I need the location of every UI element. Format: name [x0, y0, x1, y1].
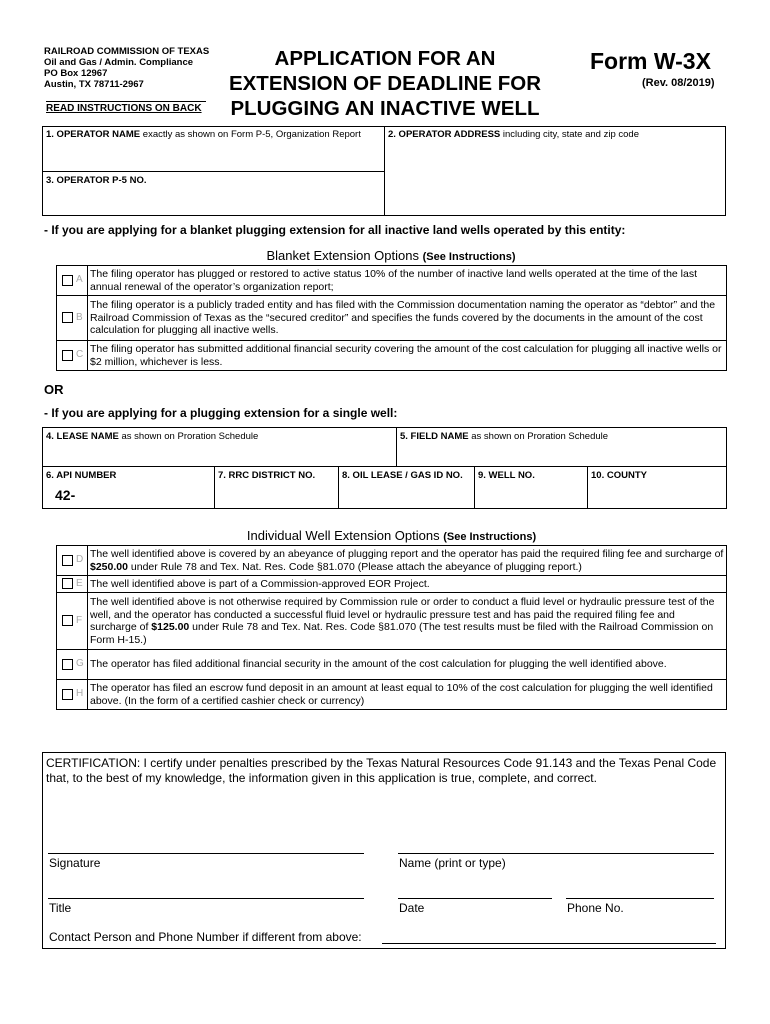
field-name-field[interactable]	[396, 427, 727, 467]
option-letter-f: F	[76, 614, 83, 626]
checkbox-g[interactable]	[62, 659, 73, 670]
blanket-options-title: Blanket Extension Options (See Instructions)	[266, 248, 516, 263]
agency-po-box: PO Box 12967	[44, 68, 108, 79]
operator-p5-label: 3. OPERATOR P-5 NO.	[46, 175, 147, 186]
api-number-prefix: 42-	[55, 487, 76, 503]
name-line[interactable]	[398, 853, 714, 854]
lease-name-note: as shown on Proration Schedule	[118, 431, 259, 442]
blanket-intro: - If you are applying for a blanket plugging extension for all inactive land wells operated by this entity:	[44, 223, 626, 237]
blanket-option-a	[57, 266, 727, 296]
checkbox-c[interactable]	[62, 350, 73, 361]
form-title	[220, 46, 550, 121]
api-number-label: 6. API NUMBER	[46, 470, 117, 481]
lease-gas-id-field[interactable]	[338, 466, 475, 509]
field-name-label: 5. FIELD NAME	[400, 431, 469, 442]
lease-gas-id-label: 8. OIL LEASE / GAS ID NO.	[342, 470, 463, 481]
individual-option-e	[57, 576, 727, 593]
fee-125: $125.00	[151, 621, 190, 633]
option-letter-a: A	[76, 274, 83, 286]
date-line[interactable]	[398, 898, 552, 899]
title-label: Title	[49, 901, 72, 915]
operator-name-field[interactable]	[42, 126, 385, 172]
form-title-line-3: PLUGGING AN INACTIVE WELL	[230, 97, 540, 120]
operator-name-label: 1. OPERATOR NAME	[46, 129, 141, 140]
county-field[interactable]	[587, 466, 727, 509]
option-text-g: The operator has filed additional financial security in the amount of the cost calculation for plugging the well identified above.	[88, 650, 727, 680]
well-no-label: 9. WELL NO.	[478, 470, 535, 481]
option-letter-d: D	[76, 554, 84, 566]
checkbox-e[interactable]	[62, 578, 73, 589]
option-letter-g: G	[76, 658, 84, 670]
option-letter-c: C	[76, 349, 84, 361]
option-text-e: The well identified above is part of a Commission-approved EOR Project.	[88, 576, 727, 593]
agency-division: Oil and Gas / Admin. Compliance	[44, 57, 194, 68]
rrc-district-field[interactable]	[214, 466, 339, 509]
checkbox-d[interactable]	[62, 555, 73, 566]
well-no-field[interactable]	[474, 466, 588, 509]
field-name-note: as shown on Proration Schedule	[468, 431, 609, 442]
certification-box	[42, 752, 726, 949]
form-number: Form W-3X	[590, 48, 711, 74]
contact-label: Contact Person and Phone Number if different from above:	[49, 930, 362, 944]
form-title-line-1: APPLICATION FOR AN	[274, 47, 496, 70]
option-letter-e: E	[76, 577, 83, 589]
individual-option-d	[57, 546, 727, 576]
phone-label: Phone No.	[567, 901, 624, 915]
blanket-see-instructions: (See Instructions)	[422, 251, 516, 263]
form-revision: (Rev. 08/2019)	[642, 77, 715, 89]
checkbox-h[interactable]	[62, 689, 73, 700]
checkbox-f[interactable]	[62, 615, 73, 626]
name-label: Name (print or type)	[399, 856, 506, 870]
operator-name-note: exactly as shown on Form P-5, Organization Report	[140, 129, 361, 140]
individual-options-title: Individual Well Extension Options (See Instructions)	[246, 528, 537, 543]
option-text-d: The well identified above is covered by an abeyance of plugging report and the operator has paid the required filing fee and surcharge of $250.00 under Rule 78 and Tex. Nat. Res. Code §81.070 (Please attach the abeyance of plugging report.)	[88, 546, 727, 576]
option-letter-b: B	[76, 311, 83, 323]
signature-line[interactable]	[48, 853, 364, 854]
option-text-c: The filing operator has submitted additional financial security covering the amount of the cost calculation for plugging all inactive wells or $2 million, whichever is less.	[88, 341, 727, 371]
date-label: Date	[399, 901, 425, 915]
agency-block	[44, 46, 209, 90]
blanket-options-table	[56, 265, 727, 371]
county-label: 10. COUNTY	[591, 470, 647, 481]
or-separator: OR	[44, 382, 64, 397]
option-text-f: The well identified above is not otherwise required by Commission rule or order to conduct a fluid level or hydraulic pressure test of the well, and the operator has conducted a successful fluid level or hydraulic pressure test and has paid the required filing fee and surcharge of $125.00 under Rule 78 and Tex. Nat. Res. Code §81.070 (The test results must be filed with the Railroad Commission on Form H-15.)	[88, 593, 727, 650]
operator-address-field[interactable]	[384, 126, 726, 216]
api-number-field[interactable]	[42, 466, 215, 509]
option-letter-h: H	[76, 688, 84, 700]
checkbox-a[interactable]	[62, 275, 73, 286]
operator-address-note: including city, state and zip code	[500, 129, 639, 140]
agency-city: Austin, TX 78711-2967	[44, 79, 144, 90]
agency-name: RAILROAD COMMISSION OF TEXAS	[44, 46, 210, 57]
fee-250: $250.00	[90, 560, 128, 573]
individual-option-h	[57, 680, 727, 710]
form-title-line-2: EXTENSION OF DEADLINE FOR	[228, 72, 542, 95]
read-instructions-note: READ INSTRUCTIONS ON BACK	[46, 101, 206, 114]
individual-option-g	[57, 650, 727, 680]
option-text-a: The filing operator has plugged or restored to active status 10% of the number of inactive land wells operated at the time of the last annual renewal of the operator’s organization report;	[88, 266, 727, 296]
title-line[interactable]	[48, 898, 364, 899]
signature-label: Signature	[49, 856, 101, 870]
operator-p5-field[interactable]	[42, 171, 385, 216]
rrc-district-label: 7. RRC DISTRICT NO.	[218, 470, 316, 481]
single-intro: - If you are applying for a plugging extension for a single well:	[44, 406, 398, 420]
lease-name-field[interactable]	[42, 427, 397, 467]
contact-line[interactable]	[382, 943, 716, 944]
option-text-b: The filing operator is a publicly traded entity and has filed with the Commission documentation naming the operator as “debtor” and the Railroad Commission of Texas as the “secured creditor” and specifies the funds covered by the documents in the amount of the cost calculation for plugging all inactive wells.	[88, 296, 727, 341]
individual-see-instructions: (See Instructions)	[443, 531, 537, 543]
blanket-option-b	[57, 296, 727, 341]
lease-name-label: 4. LEASE NAME	[46, 431, 119, 442]
individual-option-f	[57, 593, 727, 650]
operator-address-label: 2. OPERATOR ADDRESS	[388, 129, 501, 140]
checkbox-b[interactable]	[62, 312, 73, 323]
phone-line[interactable]	[566, 898, 714, 899]
blanket-option-c	[57, 341, 727, 371]
certification-text: CERTIFICATION: I certify under penalties prescribed by the Texas Natural Resources Code 91.143 and the Texas Penal Code that, to the best of my knowledge, the information given in this application is true, complete, and correct.	[46, 756, 717, 785]
option-text-h: The operator has filed an escrow fund deposit in an amount at least equal to 10% of the cost calculation for plugging the well identified above. (In the form of a certified cashier check or currency)	[88, 680, 727, 710]
individual-options-table	[56, 545, 727, 710]
